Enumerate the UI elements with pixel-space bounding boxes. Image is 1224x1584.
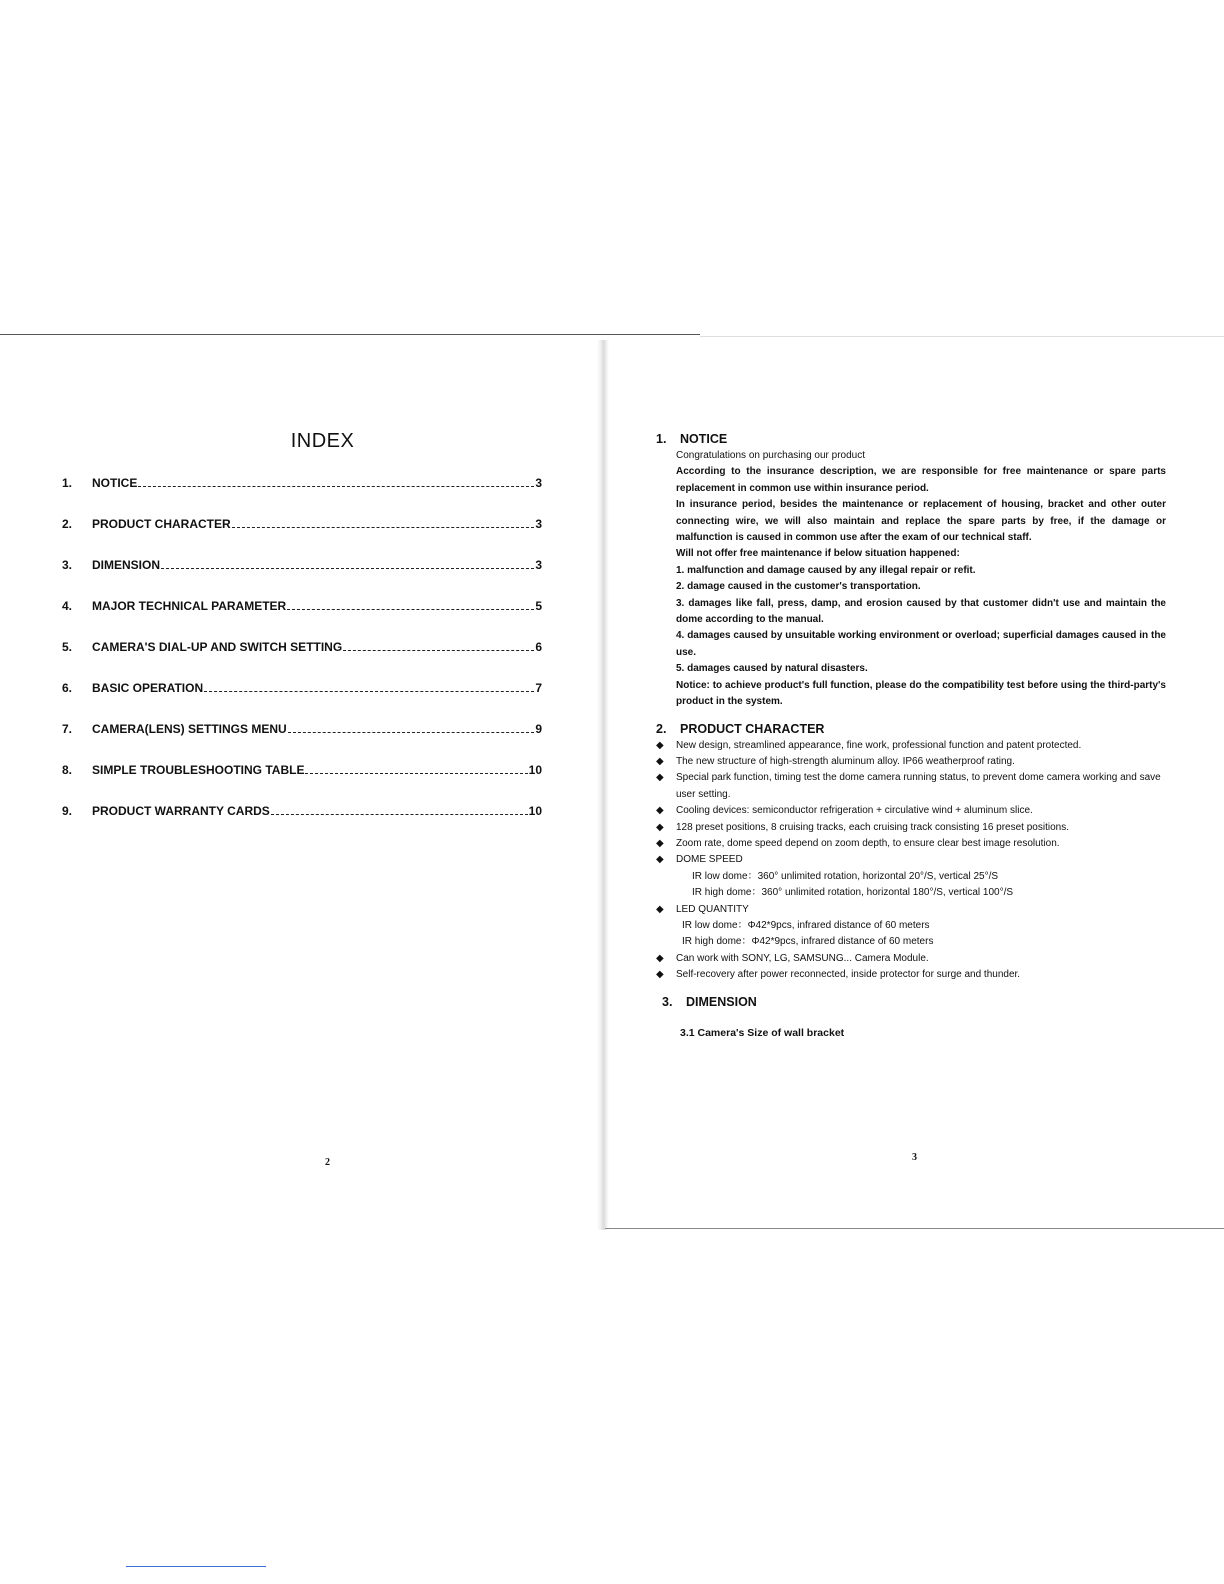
toc-page: 3	[535, 476, 542, 490]
toc-number: 8.	[62, 763, 73, 777]
product-character-list	[656, 738, 1166, 984]
toc-item-technical-parameter[interactable]	[62, 599, 542, 640]
toc-page: 10	[528, 763, 542, 777]
toc-item-notice[interactable]	[62, 476, 542, 517]
notice-line: 2. damage caused in the customer's transportation.	[676, 581, 921, 593]
notice-line: In insurance period, besides the maintenance or replacement of housing, bracket and other outer connecting wire, we will also maintain and replace the spare parts by free, if the damage or malfunction is caused in common use after the exam of our technical staff.	[676, 499, 1166, 544]
led-quantity-line: IR high dome：Φ42*9pcs, infrared distance of 60 meters	[682, 936, 934, 948]
toc-number: 3.	[62, 558, 73, 572]
list-item	[656, 820, 1166, 836]
section-title: NOTICE	[680, 432, 728, 446]
dimension-subsection: 3.1 Camera's Size of wall bracket	[680, 1026, 845, 1039]
list-item-text: New design, streamlined appearance, fine work, professional function and patent protected.	[676, 739, 1082, 751]
notice-line: 3. damages like fall, press, damp, and erosion caused by that customer didn't use and maintain the dome according to the manual.	[676, 597, 1166, 626]
list-item-text: LED QUANTITY	[676, 903, 749, 915]
toc-label: MAJOR TECHNICAL PARAMETER	[92, 599, 287, 613]
section-number: 2.	[656, 721, 667, 736]
list-item	[656, 967, 1166, 983]
diamond-bullet-icon: ◆	[656, 952, 664, 964]
toc-label: NOTICE	[92, 476, 138, 490]
notice-line: 5. damages caused by natural disasters.	[676, 663, 868, 675]
toc-item-dimension[interactable]	[62, 558, 542, 599]
index-title: INDEX	[290, 430, 355, 452]
toc-number: 1.	[62, 476, 73, 490]
toc-item-basic-operation[interactable]	[62, 681, 542, 722]
list-item	[656, 803, 1166, 819]
toc-item-dial-up-switch[interactable]	[62, 640, 542, 681]
toc-leader	[271, 813, 528, 815]
toc-leader	[343, 649, 534, 651]
list-item-text: The new structure of high-strength aluminum alloy. IP66 weatherproof rating.	[676, 755, 1015, 767]
list-item	[656, 770, 1166, 803]
list-item-dome-speed	[656, 852, 1166, 868]
toc-leader	[287, 608, 534, 610]
diamond-bullet-icon: ◆	[656, 739, 664, 751]
section-number: 1.	[656, 432, 667, 446]
toc-label: SIMPLE TROUBLESHOOTING TABLE	[92, 763, 305, 777]
bottom-rule	[605, 1228, 1224, 1229]
toc-label: PRODUCT WARRANTY CARDS	[92, 804, 270, 818]
toc-page: 3	[535, 558, 542, 572]
table-of-contents	[62, 476, 542, 845]
toc-number: 2.	[62, 517, 73, 531]
led-quantity-line: IR low dome：Φ42*9pcs, infrared distance of 60 meters	[682, 919, 930, 931]
toc-page: 5	[535, 599, 542, 613]
left-page-number: 2	[325, 1157, 330, 1168]
list-item-led-quantity	[656, 902, 1166, 918]
toc-page: 10	[528, 804, 542, 818]
list-item	[656, 738, 1166, 754]
toc-item-settings-menu[interactable]	[62, 722, 542, 763]
toc-leader	[138, 485, 534, 487]
toc-number: 6.	[62, 681, 73, 695]
toc-number: 5.	[62, 640, 73, 654]
notice-line: Congratulations on purchasing our product	[676, 450, 866, 461]
dome-speed-line: IR high dome：360° unlimited rotation, horizontal 180°/S, vertical 100°/S	[692, 887, 1014, 899]
notice-line: According to the insurance description, we are responsible for free maintenance or spare parts replacement in common use within insurance period.	[676, 466, 1166, 494]
toc-label: DIMENSION	[92, 558, 161, 572]
diamond-bullet-icon: ◆	[656, 772, 664, 784]
toc-label: BASIC OPERATION	[92, 681, 204, 695]
list-item-text: 128 preset positions, 8 cruising tracks, each cruising track consisting 16 preset positions.	[676, 821, 1069, 833]
top-rule-faint	[700, 336, 1224, 337]
dome-speed-line: IR low dome：360° unlimited rotation, horizontal 20°/S, vertical 25°/S	[692, 870, 999, 882]
notice-line: Notice: to achieve product's full function, please do the compatibility test before using the third-party's product in the system.	[676, 679, 1166, 708]
right-page	[656, 430, 1166, 1041]
toc-number: 9.	[62, 804, 73, 818]
list-item-text: DOME SPEED	[676, 854, 743, 866]
notice-line: 4. damages caused by unsuitable working environment or overload; superficial damages caused in the use.	[676, 630, 1166, 658]
toc-number: 7.	[62, 722, 73, 736]
list-item	[656, 836, 1166, 852]
notice-line: 1. malfunction and damage caused by any illegal repair or refit.	[676, 564, 976, 576]
toc-page: 9	[535, 722, 542, 736]
toc-leader	[305, 772, 527, 774]
toc-leader	[288, 731, 535, 733]
list-item-text: Can work with SONY, LG, SAMSUNG... Camera Module.	[676, 952, 929, 964]
diamond-bullet-icon: ◆	[656, 854, 664, 866]
section-number: 3.	[662, 994, 673, 1009]
toc-leader	[232, 526, 535, 528]
toc-page: 3	[535, 517, 542, 531]
notice-body	[656, 448, 1166, 711]
notice-heading	[656, 430, 1166, 448]
section-title: PRODUCT CHARACTER	[680, 721, 825, 736]
dimension-heading	[662, 993, 1166, 1011]
section-title: DIMENSION	[686, 994, 757, 1009]
toc-label: CAMERA(LENS) SETTINGS MENU	[92, 722, 287, 736]
toc-label: PRODUCT CHARACTER	[92, 517, 231, 531]
list-item-text: Special park function, timing test the dome camera running status, to prevent dome camera working and save user setting.	[676, 772, 1161, 800]
diamond-bullet-icon: ◆	[656, 755, 664, 767]
toc-page: 6	[535, 640, 542, 654]
toc-leader	[161, 567, 534, 569]
toc-item-warranty-cards[interactable]	[62, 804, 542, 845]
hyperlink-underline	[126, 1566, 266, 1567]
toc-item-product-character[interactable]	[62, 517, 542, 558]
book-spine-shadow	[597, 340, 609, 1230]
toc-label: CAMERA'S DIAL-UP AND SWITCH SETTING	[92, 640, 343, 654]
list-item	[656, 951, 1166, 967]
product-character-heading	[656, 720, 1166, 738]
diamond-bullet-icon: ◆	[656, 805, 664, 817]
toc-item-troubleshooting[interactable]	[62, 763, 542, 804]
list-item-text: Cooling devices: semiconductor refrigeration + circulative wind + aluminum slice.	[676, 805, 1033, 817]
toc-page: 7	[535, 681, 542, 695]
list-item	[656, 754, 1166, 770]
list-item-text: Self-recovery after power reconnected, inside protector for surge and thunder.	[676, 969, 1021, 981]
diamond-bullet-icon: ◆	[656, 821, 664, 833]
toc-number: 4.	[62, 599, 73, 613]
diamond-bullet-icon: ◆	[656, 837, 664, 849]
list-item-text: Zoom rate, dome speed depend on zoom depth, to ensure clear best image resolution.	[676, 837, 1060, 849]
toc-leader	[204, 690, 534, 692]
diamond-bullet-icon: ◆	[656, 969, 664, 981]
right-page-number: 3	[912, 1152, 917, 1163]
diamond-bullet-icon: ◆	[656, 903, 664, 915]
top-rule	[0, 334, 700, 335]
notice-line: Will not offer free maintenance if below situation happened:	[676, 548, 960, 560]
